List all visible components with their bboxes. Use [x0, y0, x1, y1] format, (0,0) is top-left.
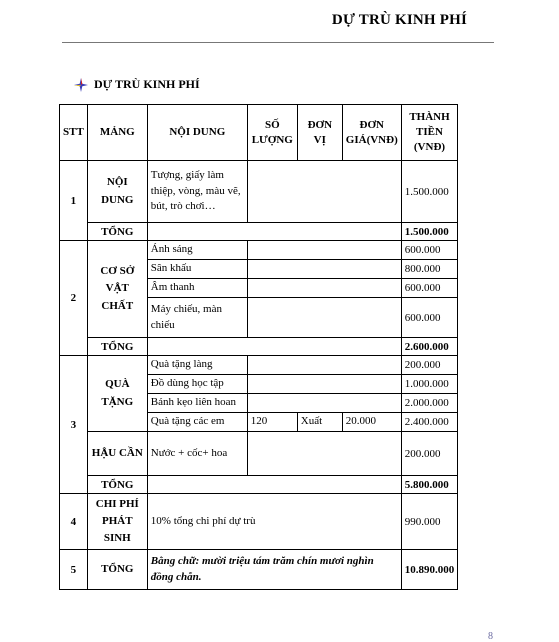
- amount-cell: 1.500.000: [401, 161, 458, 223]
- item-cell: Sân khấu: [147, 260, 247, 279]
- stt-cell: 4: [60, 494, 88, 550]
- amount-in-words: Bằng chữ: mười triệu tám trăm chín mươi nghìn đồng chẵn.: [147, 550, 401, 590]
- empty-cell: [247, 241, 401, 260]
- empty-cell: [247, 260, 401, 279]
- header-so-luong: SỐ LƯỢNG: [247, 105, 297, 161]
- table-row: [60, 356, 458, 375]
- amount-cell: 600.000: [401, 241, 458, 260]
- mang-cell: CƠ SỞ VẬT CHẤT: [87, 241, 147, 338]
- amount-cell: 800.000: [401, 260, 458, 279]
- total-amount: 1.500.000: [401, 223, 458, 241]
- header-rule: [62, 42, 494, 43]
- header-thanh-tien: THÀNH TIỀN (VNĐ): [401, 105, 458, 161]
- item-cell: Quà tặng các em: [147, 413, 247, 432]
- quantity-cell: 120: [247, 413, 297, 432]
- stt-cell: 5: [60, 550, 88, 590]
- empty-cell: [247, 432, 401, 476]
- table-header-row: [60, 105, 458, 161]
- table-row: [60, 161, 458, 223]
- unit-price-cell: 20.000: [342, 413, 401, 432]
- item-cell: Đồ dùng học tập: [147, 375, 247, 394]
- sub-mang-cell: HẬU CẦN: [87, 432, 147, 476]
- mang-cell: QUÀ TẶNG: [87, 356, 147, 432]
- stt-cell: 1: [60, 161, 88, 241]
- amount-cell: 2.400.000: [401, 413, 458, 432]
- total-row: [60, 223, 458, 241]
- page-header: DỰ TRÙ KINH PHÍ: [331, 12, 467, 28]
- table-row: [60, 494, 458, 550]
- header-stt: STT: [60, 105, 88, 161]
- empty-cell: [147, 223, 401, 241]
- header-don-vi: ĐƠN VỊ: [297, 105, 342, 161]
- item-cell: Tượng, giấy làm thiệp, vòng, màu vẽ, bút, trò chơi…: [147, 161, 247, 223]
- amount-cell: 200.000: [401, 432, 458, 476]
- page-number: 8: [488, 631, 493, 642]
- header-noi-dung: NỘI DUNG: [147, 105, 247, 161]
- item-cell: Âm thanh: [147, 279, 247, 298]
- item-cell: 10% tổng chi phí dự trù: [147, 494, 401, 550]
- total-label: TỔNG: [87, 476, 147, 494]
- mang-cell: TỔNG: [87, 550, 147, 590]
- amount-cell: 990.000: [401, 494, 458, 550]
- four-point-star-bullet-icon: [74, 78, 88, 92]
- total-row: [60, 338, 458, 356]
- total-amount: 5.800.000: [401, 476, 458, 494]
- section-heading-text: DỰ TRÙ KINH PHÍ: [94, 77, 200, 91]
- amount-cell: 2.000.000: [401, 394, 458, 413]
- empty-cell: [247, 356, 401, 375]
- item-cell: Máy chiếu, màn chiếu: [147, 298, 247, 338]
- item-cell: Nước + cốc+ hoa: [147, 432, 247, 476]
- total-row: [60, 476, 458, 494]
- amount-cell: 200.000: [401, 356, 458, 375]
- table-row: [60, 432, 458, 476]
- empty-cell: [247, 298, 401, 338]
- stt-cell: 3: [60, 356, 88, 494]
- empty-cell: [247, 375, 401, 394]
- amount-cell: 600.000: [401, 279, 458, 298]
- header-don-gia: ĐƠN GIÁ(VNĐ): [342, 105, 401, 161]
- stt-cell: 2: [60, 241, 88, 356]
- empty-cell: [247, 394, 401, 413]
- mang-cell: NỘI DUNG: [87, 161, 147, 223]
- empty-cell: [247, 279, 401, 298]
- empty-cell: [147, 476, 401, 494]
- item-cell: Bánh kẹo liên hoan: [147, 394, 247, 413]
- table-row: [60, 241, 458, 260]
- budget-table: [59, 104, 458, 590]
- amount-cell: 1.000.000: [401, 375, 458, 394]
- section-heading: [74, 77, 200, 92]
- total-label: TỔNG: [87, 338, 147, 356]
- mang-cell: CHI PHÍ PHÁT SINH: [87, 494, 147, 550]
- amount-cell: 600.000: [401, 298, 458, 338]
- header-mang: MẢNG: [87, 105, 147, 161]
- grand-total-row: [60, 550, 458, 590]
- empty-cell: [147, 338, 401, 356]
- item-cell: Ánh sáng: [147, 241, 247, 260]
- empty-cell: [247, 161, 401, 223]
- grand-total-amount: 10.890.000: [401, 550, 458, 590]
- total-amount: 2.600.000: [401, 338, 458, 356]
- unit-cell: Xuất: [297, 413, 342, 432]
- item-cell: Quà tặng làng: [147, 356, 247, 375]
- total-label: TỔNG: [87, 223, 147, 241]
